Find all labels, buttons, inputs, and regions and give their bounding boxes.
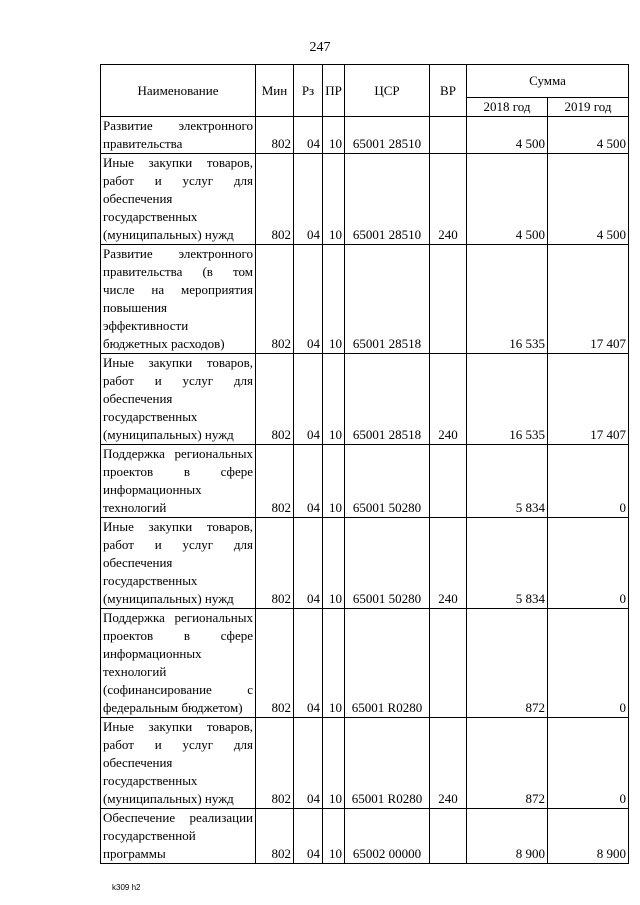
row-pr: 10 [323,609,345,718]
table-row [101,518,629,609]
row-rz: 04 [294,245,323,354]
table-row [101,718,629,809]
footer-code: k309 h2 [112,883,141,892]
row-2019: 0 [548,445,629,518]
table-row [101,609,629,718]
row-2019: 0 [548,609,629,718]
row-min: 802 [256,245,294,354]
row-rz: 04 [294,518,323,609]
row-csr: 65001 28518 [345,245,430,354]
row-rz: 04 [294,609,323,718]
row-2018: 872 [467,718,548,809]
row-2018: 4 500 [467,154,548,245]
row-vr [430,609,467,718]
row-vr: 240 [430,518,467,609]
row-vr: 240 [430,718,467,809]
table-row [101,809,629,864]
row-vr: 240 [430,154,467,245]
row-rz: 04 [294,809,323,864]
row-pr: 10 [323,245,345,354]
row-pr: 10 [323,354,345,445]
row-2018: 16 535 [467,245,548,354]
table-row [101,445,629,518]
row-csr: 65001 R0280 [345,718,430,809]
row-name: Поддержка региональных проектов в сфере информационных технологий [101,445,256,518]
row-2018: 4 500 [467,117,548,154]
header-rz: Рз [294,65,323,117]
row-2019: 17 407 [548,245,629,354]
row-min: 802 [256,518,294,609]
header-year-2018: 2018 год [467,98,548,117]
row-2019: 8 900 [548,809,629,864]
row-pr: 10 [323,117,345,154]
row-min: 802 [256,445,294,518]
row-csr: 65001 50280 [345,445,430,518]
row-min: 802 [256,354,294,445]
row-min: 802 [256,154,294,245]
row-min: 802 [256,718,294,809]
row-name: Иные закупки товаров, работ и услуг для обеспечения государственных (муниципальных) нужд [101,154,256,245]
row-name: Иные закупки товаров, работ и услуг для обеспечения государственных (муниципальных) нужд [101,518,256,609]
row-rz: 04 [294,117,323,154]
header-year-2019: 2019 год [548,98,629,117]
row-2019: 4 500 [548,154,629,245]
row-csr: 65001 28510 [345,117,430,154]
table-row [101,354,629,445]
row-rz: 04 [294,154,323,245]
header-name: Наименование [101,65,256,117]
budget-table [100,64,629,864]
header-pr: ПР [323,65,345,117]
row-name: Иные закупки товаров, работ и услуг для обеспечения государственных (муниципальных) нужд [101,718,256,809]
row-2019: 0 [548,518,629,609]
row-vr [430,117,467,154]
row-rz: 04 [294,354,323,445]
row-2018: 5 834 [467,445,548,518]
row-pr: 10 [323,518,345,609]
header-sum: Сумма [467,65,629,98]
row-rz: 04 [294,718,323,809]
row-rz: 04 [294,445,323,518]
row-vr [430,245,467,354]
page-number: 247 [309,40,331,55]
row-name: Развитие электронного правительства [101,117,256,154]
table-row [101,117,629,154]
row-csr: 65001 50280 [345,518,430,609]
row-csr: 65002 00000 [345,809,430,864]
row-name: Обеспечение реализации государственной программы [101,809,256,864]
row-name: Поддержка региональных проектов в сфере информационных технологий (софинансирование с федеральным бюджетом) [101,609,256,718]
row-2018: 5 834 [467,518,548,609]
row-min: 802 [256,117,294,154]
row-2018: 872 [467,609,548,718]
row-pr: 10 [323,809,345,864]
row-2019: 4 500 [548,117,629,154]
row-name: Иные закупки товаров, работ и услуг для обеспечения государственных (муниципальных) нужд [101,354,256,445]
row-vr [430,809,467,864]
table-row [101,245,629,354]
header-csr: ЦСР [345,65,430,117]
row-csr: 65001 28518 [345,354,430,445]
row-2019: 0 [548,718,629,809]
row-csr: 65001 28510 [345,154,430,245]
row-vr [430,445,467,518]
row-min: 802 [256,609,294,718]
row-2018: 8 900 [467,809,548,864]
row-2018: 16 535 [467,354,548,445]
row-pr: 10 [323,154,345,245]
row-pr: 10 [323,718,345,809]
row-vr: 240 [430,354,467,445]
table-row [101,154,629,245]
row-name: Развитие электронного правительства (в том числе на мероприятия повышения эффективности бюджетных расходов) [101,245,256,354]
row-csr: 65001 R0280 [345,609,430,718]
row-min: 802 [256,809,294,864]
header-min: Мин [256,65,294,117]
header-vr: ВР [430,65,467,117]
row-pr: 10 [323,445,345,518]
row-2019: 17 407 [548,354,629,445]
